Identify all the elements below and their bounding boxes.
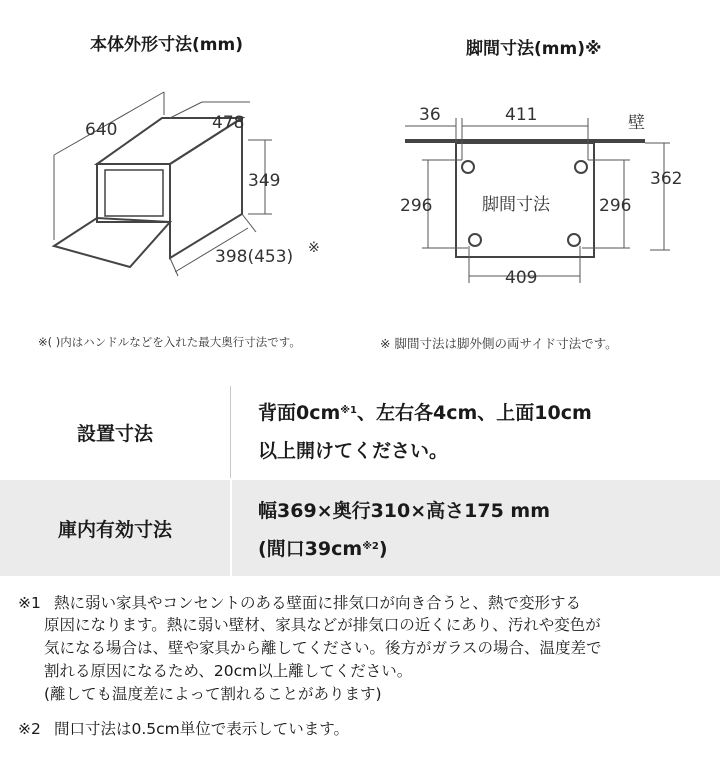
interior-header: 庫内有効寸法 <box>57 518 172 541</box>
foot-top-right <box>575 161 587 173</box>
table-divider <box>230 386 231 478</box>
table-row-installation <box>0 386 720 478</box>
body-dimensions-note: ※( )内はハンドルなどを入れた最大奥行寸法です。 <box>38 335 301 349</box>
footnote-2-mark: ※2 <box>18 720 41 738</box>
leg-center-label: 脚間寸法 <box>482 195 550 215</box>
dim-height-label: 349 <box>248 171 281 191</box>
footnote-1-line: 気になる場合は、壁や家具から離してください。後方がガラスの場合、温度差で <box>44 639 602 657</box>
body-dimensions-title: 本体外形寸法(mm) <box>90 35 243 55</box>
leg-top-span-label: 411 <box>505 105 538 125</box>
footnote-1-mark: ※1 <box>18 594 41 612</box>
leg-bottom-span-label: 409 <box>505 268 538 288</box>
interior-text: 幅369×奥行310×高さ175 mm (間口$39cm^{※2}$) <box>258 500 551 560</box>
footnote-2-text: 間口寸法は0.5cm単位で表示しています。 <box>54 720 350 738</box>
footnote-1-line: 原因になります。熱に弱い壁材、家具などが排気口の近くにあり、汚れや変色が <box>44 616 601 634</box>
leg-left-height-label: 296 <box>400 196 433 216</box>
foot-bottom-right <box>568 234 580 246</box>
dim-note-mark: ※ <box>308 240 320 256</box>
dim-width-label: 478 <box>212 113 245 133</box>
leg-dimensions-note: ※ 脚間寸法は脚外側の両サイド寸法です。 <box>380 336 618 351</box>
table-divider <box>230 480 232 576</box>
footnote-1-line: (離しても温度差によって割れることがあります) <box>44 685 382 703</box>
dim-depth-label: 640 <box>85 120 118 140</box>
microwave-body <box>54 118 242 267</box>
installation-text: 背面$0cm^{※1}$、左右各4cm、上面10cm 以上開けてください。 <box>258 402 592 462</box>
foot-top-left <box>462 161 474 173</box>
dim-bottom-width-label: 398(453) <box>215 247 294 267</box>
leg-spacing-diagram <box>360 0 720 300</box>
installation-header: 設置寸法 <box>76 422 153 445</box>
leg-right-height-label: 296 <box>599 196 632 216</box>
leg-total-height-label: 362 <box>650 169 683 189</box>
microwave-outline-diagram <box>0 0 360 300</box>
footnote-1-line: 割れる原因になるため、20cm以上離してください。 <box>44 662 413 680</box>
wall-label: 壁 <box>628 113 645 133</box>
leg-dimensions-title: 脚間寸法(mm)※ <box>466 39 602 59</box>
footnote-1-line: 熱に弱い家具やコンセントのある壁面に排気口が向き合うと、熱で変形する <box>54 594 582 612</box>
leg-offset-label: 36 <box>419 105 441 125</box>
table-row-interior <box>0 480 720 576</box>
foot-bottom-left <box>469 234 481 246</box>
